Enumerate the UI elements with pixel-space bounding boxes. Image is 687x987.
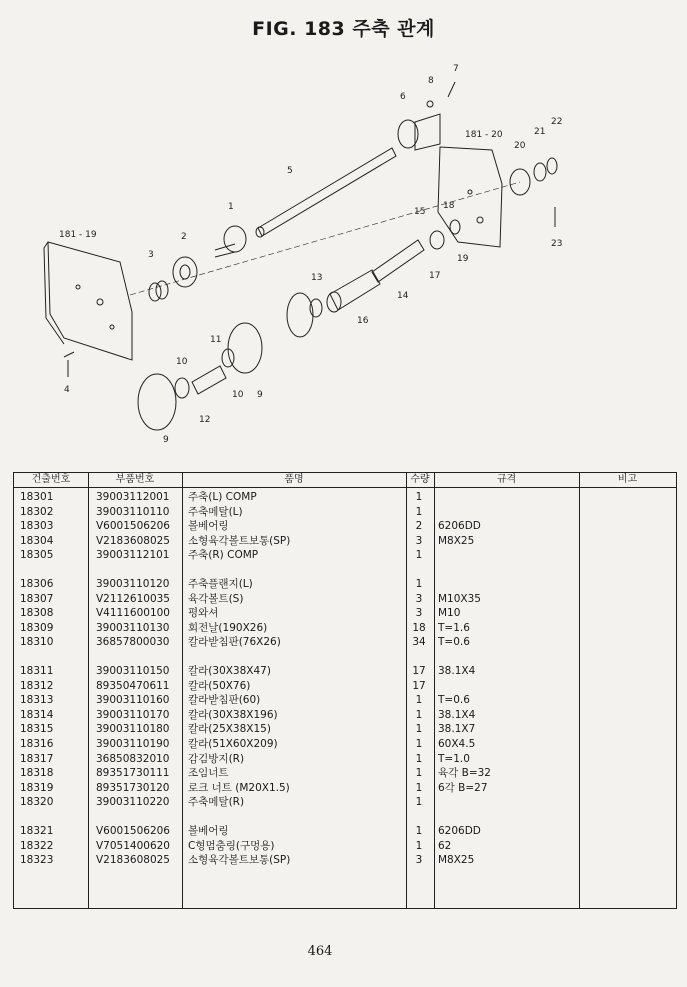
cell-no: 18303 bbox=[20, 520, 54, 533]
table-header bbox=[14, 473, 676, 488]
cell-no: 18318 bbox=[20, 767, 54, 780]
table-row bbox=[14, 853, 676, 868]
cell-part: 39003110180 bbox=[96, 723, 170, 736]
cell-name: 볼베어링 bbox=[188, 825, 229, 837]
cell-qty: 1 bbox=[415, 752, 423, 765]
cell-name: 칼라(30X38X47) bbox=[188, 665, 271, 677]
svg-text:10: 10 bbox=[232, 390, 244, 400]
cell-part: V2112610035 bbox=[96, 592, 170, 605]
svg-text:13: 13 bbox=[311, 273, 323, 283]
cell-qty: 18 bbox=[412, 621, 426, 634]
cell-name: 주축메탈(L) bbox=[188, 505, 243, 518]
cell-spec: T=1.0 bbox=[438, 752, 470, 765]
svg-text:8: 8 bbox=[428, 76, 434, 86]
cell-name: 소형육각볼트보통(SP) bbox=[188, 534, 291, 547]
table-row bbox=[14, 693, 676, 708]
header-no: 건출번호 bbox=[31, 474, 71, 485]
cell-no: 18301 bbox=[20, 491, 54, 503]
table-row bbox=[14, 781, 676, 796]
cell-no: 18316 bbox=[20, 738, 54, 750]
cell-spec: M10X35 bbox=[438, 592, 481, 605]
cell-part: 39003110190 bbox=[96, 738, 170, 750]
cell-qty: 17 bbox=[412, 679, 426, 692]
cell-name: 칼라(51X60X209) bbox=[188, 738, 278, 750]
table-row bbox=[14, 708, 676, 723]
cell-part: V7051400620 bbox=[96, 839, 170, 852]
cell-part: 89351730111 bbox=[96, 767, 170, 780]
cell-no: 18308 bbox=[20, 607, 54, 620]
cell-part: 39003110130 bbox=[96, 621, 170, 634]
svg-text:10: 10 bbox=[176, 357, 188, 367]
cell-no: 18309 bbox=[20, 621, 54, 634]
blade-9b bbox=[138, 374, 176, 430]
cell-qty: 17 bbox=[412, 665, 426, 677]
cell-qty: 3 bbox=[415, 854, 423, 867]
cell-name: 소형육각볼트보통(SP) bbox=[188, 854, 291, 867]
cell-part: V4111600100 bbox=[96, 607, 170, 620]
cell-spec: M8X25 bbox=[438, 534, 475, 547]
table-row bbox=[14, 824, 676, 839]
svg-text:11: 11 bbox=[210, 335, 222, 345]
cell-spec: 6206DD bbox=[438, 825, 481, 837]
cell-qty: 1 bbox=[415, 549, 423, 562]
cell-spec: 60X4.5 bbox=[438, 738, 476, 750]
table-row bbox=[14, 592, 676, 607]
cell-part: 39003110120 bbox=[96, 578, 170, 590]
cell-qty: 1 bbox=[415, 505, 423, 518]
svg-text:20: 20 bbox=[514, 141, 526, 151]
parts-table bbox=[13, 472, 677, 909]
right-frame bbox=[438, 147, 502, 247]
cell-part: 89350470611 bbox=[96, 679, 170, 692]
svg-text:12: 12 bbox=[199, 415, 211, 425]
table-row bbox=[14, 722, 676, 737]
cell-no: 18305 bbox=[20, 549, 54, 562]
cell-name: 회전날(190X26) bbox=[188, 621, 268, 634]
cell-qty: 1 bbox=[415, 708, 423, 721]
exploded-parts-diagram bbox=[0, 52, 687, 472]
table-row bbox=[14, 664, 676, 679]
cell-name: 조임너트 bbox=[188, 767, 229, 780]
cell-no: 18307 bbox=[20, 592, 54, 605]
cell-part: 89351730120 bbox=[96, 781, 170, 794]
cell-spec: 육각 B=32 bbox=[438, 767, 491, 780]
cell-name: 칼라받침판(60) bbox=[188, 694, 261, 707]
cell-no: 18317 bbox=[20, 752, 54, 765]
cell-no: 18304 bbox=[20, 534, 54, 547]
collar-14 bbox=[372, 240, 424, 282]
svg-text:9: 9 bbox=[257, 390, 263, 400]
cell-name: 주축메탈(R) bbox=[188, 796, 245, 809]
cell-part: V2183608025 bbox=[96, 534, 170, 547]
collar-16 bbox=[330, 270, 380, 310]
svg-text:1: 1 bbox=[228, 202, 234, 212]
cell-qty: 1 bbox=[415, 796, 423, 809]
cell-name: 감김방지(R) bbox=[188, 752, 245, 765]
table-row bbox=[14, 519, 676, 534]
cell-no: 18313 bbox=[20, 694, 54, 707]
table-row bbox=[14, 606, 676, 621]
svg-text:181 - 19: 181 - 19 bbox=[59, 230, 97, 240]
cell-qty: 3 bbox=[415, 592, 423, 605]
header-qty: 수량 bbox=[410, 474, 430, 485]
cell-qty: 1 bbox=[415, 578, 423, 590]
cell-name: 칼라(50X76) bbox=[188, 679, 251, 692]
svg-text:2: 2 bbox=[181, 232, 187, 242]
cell-qty: 1 bbox=[415, 839, 423, 852]
cell-name: C형멈춤링(구멍용) bbox=[188, 839, 275, 852]
cell-no: 18302 bbox=[20, 505, 54, 518]
cell-qty: 1 bbox=[415, 825, 423, 837]
svg-text:15: 15 bbox=[414, 207, 426, 217]
table-row bbox=[14, 635, 676, 650]
svg-text:22: 22 bbox=[551, 117, 563, 127]
blade-13 bbox=[287, 293, 313, 337]
shaft-5 bbox=[258, 148, 396, 236]
cell-spec: 38.1X4 bbox=[438, 665, 476, 677]
cell-name: 칼라(25X38X15) bbox=[188, 723, 271, 736]
table-row bbox=[14, 577, 676, 592]
cell-no: 18322 bbox=[20, 839, 54, 852]
table-row bbox=[14, 752, 676, 767]
cell-part: V2183608025 bbox=[96, 854, 170, 867]
cell-part: 39003112101 bbox=[96, 549, 170, 562]
svg-text:18: 18 bbox=[443, 201, 455, 211]
svg-text:6: 6 bbox=[400, 92, 406, 102]
cell-spec: 6206DD bbox=[438, 520, 481, 533]
table-row bbox=[14, 621, 676, 636]
svg-text:19: 19 bbox=[457, 254, 469, 264]
cell-qty: 34 bbox=[412, 636, 426, 649]
cell-spec: 6각 B=27 bbox=[438, 781, 488, 794]
header-spec: 규격 bbox=[496, 474, 517, 485]
cell-no: 18311 bbox=[20, 665, 54, 677]
cell-part: 36857800030 bbox=[96, 636, 170, 649]
table-row bbox=[14, 839, 676, 854]
cell-spec: M10 bbox=[438, 607, 461, 620]
page-number: 464 bbox=[307, 944, 333, 959]
cell-name: 볼베어링 bbox=[188, 520, 229, 533]
cell-no: 18310 bbox=[20, 636, 54, 649]
cell-qty: 1 bbox=[415, 723, 423, 736]
svg-text:14: 14 bbox=[397, 291, 409, 301]
cell-name: 육각볼트(S) bbox=[188, 592, 244, 605]
left-frame bbox=[48, 242, 132, 360]
cell-spec: 38.1X4 bbox=[438, 708, 476, 721]
svg-text:9: 9 bbox=[163, 435, 169, 445]
svg-text:181 - 20: 181 - 20 bbox=[465, 130, 503, 140]
table-row bbox=[14, 795, 676, 810]
cell-name: 주축(L) COMP bbox=[188, 491, 257, 503]
table-row bbox=[14, 490, 676, 505]
cell-qty: 1 bbox=[415, 781, 423, 794]
cell-part: 39003110160 bbox=[96, 694, 170, 707]
cell-no: 18321 bbox=[20, 825, 54, 837]
cell-qty: 3 bbox=[415, 534, 423, 547]
cell-spec: T=1.6 bbox=[438, 621, 470, 634]
cell-qty: 1 bbox=[415, 694, 423, 707]
cell-spec: 62 bbox=[438, 839, 452, 852]
cell-name: 칼라(30X38X196) bbox=[188, 708, 278, 721]
cell-qty: 1 bbox=[415, 738, 423, 750]
cell-name: 칼라받침판(76X26) bbox=[188, 636, 281, 649]
svg-text:17: 17 bbox=[429, 271, 441, 281]
svg-text:5: 5 bbox=[287, 166, 293, 176]
cell-name: 평와셔 bbox=[188, 607, 219, 620]
cell-no: 18320 bbox=[20, 796, 54, 809]
cell-qty: 1 bbox=[415, 491, 423, 503]
cell-part: 39003110170 bbox=[96, 708, 170, 721]
table-row bbox=[14, 766, 676, 781]
spindle-metal-2 bbox=[173, 257, 197, 287]
spindle-1 bbox=[224, 226, 246, 252]
cell-qty: 3 bbox=[415, 607, 423, 620]
cell-part: 39003110150 bbox=[96, 665, 170, 677]
cell-spec: T=0.6 bbox=[438, 694, 470, 707]
svg-text:23: 23 bbox=[551, 239, 563, 249]
cell-part: V6001506206 bbox=[96, 825, 170, 837]
cell-qty: 2 bbox=[415, 520, 423, 533]
cell-part: V6001506206 bbox=[96, 520, 170, 533]
cell-name: 로크 너트 (M20X1.5) bbox=[188, 781, 290, 794]
svg-text:21: 21 bbox=[534, 127, 546, 137]
figure-title: FIG. 183 주축 관계 bbox=[252, 18, 435, 40]
cell-part: 39003112001 bbox=[96, 491, 170, 503]
svg-text:4: 4 bbox=[64, 385, 70, 395]
cell-name: 주축플랜지(L) bbox=[188, 578, 253, 590]
table-row bbox=[14, 679, 676, 694]
header-name: 품명 bbox=[284, 474, 304, 485]
cell-no: 18319 bbox=[20, 781, 54, 794]
cell-spec: 38.1X7 bbox=[438, 723, 476, 736]
table-row bbox=[14, 548, 676, 563]
cell-no: 18323 bbox=[20, 854, 54, 867]
cell-no: 18312 bbox=[20, 679, 54, 692]
cell-part: 39003110110 bbox=[96, 505, 170, 518]
blade-9a bbox=[228, 323, 262, 373]
cell-name: 주축(R) COMP bbox=[188, 549, 259, 562]
cell-no: 18306 bbox=[20, 578, 54, 590]
table-row bbox=[14, 505, 676, 520]
header-part: 부품번호 bbox=[115, 474, 155, 485]
svg-text:7: 7 bbox=[453, 64, 459, 74]
cell-spec: M8X25 bbox=[438, 854, 475, 867]
cell-part: 39003110220 bbox=[96, 796, 170, 809]
cell-no: 18315 bbox=[20, 723, 54, 736]
table-row bbox=[14, 534, 676, 549]
table-row bbox=[14, 737, 676, 752]
svg-text:16: 16 bbox=[357, 316, 369, 326]
cell-part: 36850832010 bbox=[96, 752, 170, 765]
header-note: 비고 bbox=[617, 474, 638, 485]
cell-spec: T=0.6 bbox=[438, 636, 470, 649]
cell-qty: 1 bbox=[415, 767, 423, 780]
cell-no: 18314 bbox=[20, 708, 54, 721]
svg-text:3: 3 bbox=[148, 250, 154, 260]
